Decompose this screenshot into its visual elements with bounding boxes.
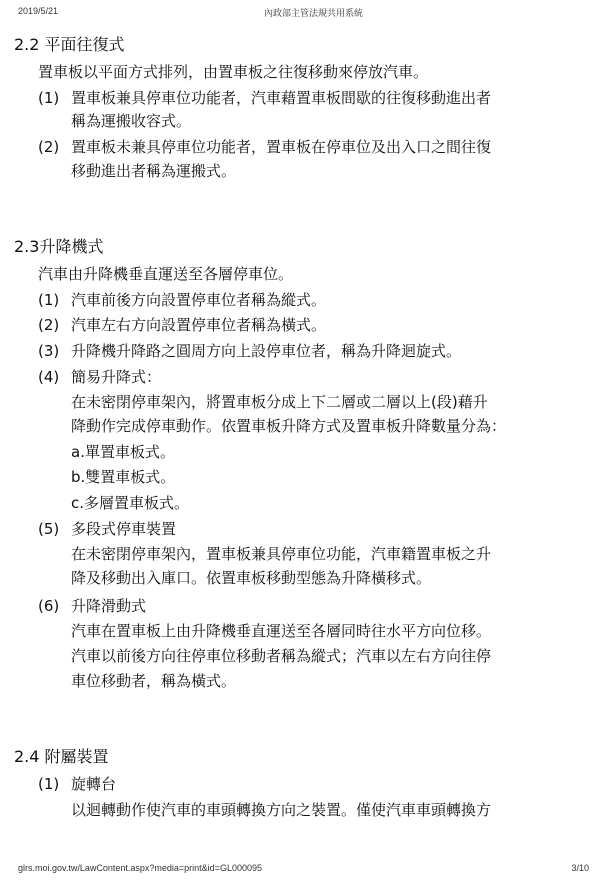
footer-url: glrs.moi.gov.tw/LawContent.aspx?media=print&id=GL000095 [18,863,262,873]
footer-page-number: 3/10 [571,863,589,873]
list-item-text: 汽車在置車板上由升降機垂直運送至各層同時往水平方向位移。 [71,622,492,640]
list-item-text: 置車板兼具停車位功能者，汽車藉置車板間歇的往復移動進出者 [71,89,492,107]
list-item-text: 車位移動者，稱為橫式。 [71,672,237,690]
list-item-title: 多段式停車裝置 [71,520,177,538]
list-item-text: 以迴轉動作使汽車的車頭轉換方向之裝置。僅使汽車車頭轉換方 [71,801,492,819]
section-heading-2-4: 2.4 附屬裝置 [14,747,109,766]
header-title: 內政部主管法規共用系統 [264,8,364,18]
list-item-number: (6) [38,597,60,615]
list-item-number: (1) [38,291,60,309]
list-item-number: (1) [38,89,60,107]
list-item-text: 降及移動出入庫口。依置車板移動型態為升降橫移式。 [71,569,432,587]
sub-list-item: c.多層置車板式。 [71,494,190,512]
list-item-number: (4) [38,368,60,386]
section-heading-2-3: 2.3升降機式 [14,237,104,256]
list-item-text: 汽車以前後方向往停車位移動者稱為縱式；汽車以左右方向往停 [71,647,492,665]
list-item-text: 在未密閉停車架內，將置車板分成上下二層或二層以上(段)藉升 [71,393,488,411]
list-item-text: 置車板未兼具停車位功能者，置車板在停車位及出入口之間往復 [71,138,492,156]
list-item-number: (2) [38,138,60,156]
list-item-number: (1) [38,775,60,793]
list-item-number: (2) [38,316,60,334]
sub-list-item: b.雙置車板式。 [71,468,176,486]
list-item-title: 簡易升降式： [71,368,162,386]
header-date: 2019/5/21 [18,6,59,16]
paragraph: 置車板以平面方式排列，由置車板之往復移動來停放汽車。 [38,63,429,81]
section-heading-2-2: 2.2 平面往復式 [14,35,125,54]
list-item-title: 升降滑動式 [71,597,147,615]
list-item-text: 汽車左右方向設置停車位者稱為橫式。 [71,316,327,334]
list-item-number: (5) [38,520,60,538]
list-item-title: 旋轉台 [71,775,117,793]
paragraph: 汽車由升降機垂直運送至各層停車位。 [38,265,294,283]
list-item-text: 在未密閉停車架內，置車板兼具停車位功能，汽車籍置車板之升 [71,545,492,563]
list-item-text: 移動進出者稱為運搬式。 [71,162,237,180]
list-item-text: 降動作完成停車動作。依置車板升降方式及置車板升降數量分為： [71,417,507,435]
sub-list-item: a.單置車板式。 [71,443,175,461]
list-item-number: (3) [38,342,60,360]
list-item-text: 升降機升降路之圓周方向上設停車位者，稱為升降迴旋式。 [71,342,462,360]
list-item-text: 汽車前後方向設置停車位者稱為縱式。 [71,291,327,309]
list-item-text: 稱為運搬收容式。 [71,112,192,130]
